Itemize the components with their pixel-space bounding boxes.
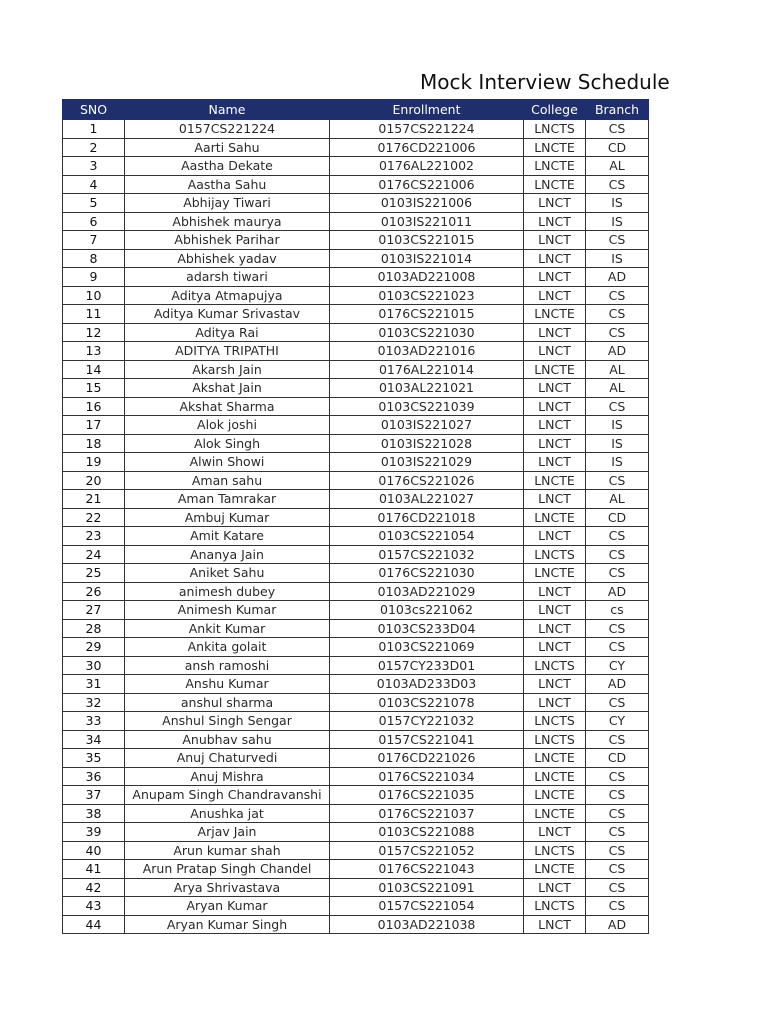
cell-sno: 39 bbox=[63, 823, 125, 842]
cell-name: Akshat Sharma bbox=[125, 397, 330, 416]
table-row bbox=[63, 915, 649, 934]
cell-sno: 22 bbox=[63, 508, 125, 527]
table-row bbox=[63, 323, 649, 342]
cell-name: Ankit Kumar bbox=[125, 619, 330, 638]
cell-college: LNCTE bbox=[524, 786, 586, 805]
table-row bbox=[63, 249, 649, 268]
cell-enrollment: 0103CS233D04 bbox=[330, 619, 524, 638]
cell-enrollment: 0103CS221088 bbox=[330, 823, 524, 842]
cell-enrollment: 0176CS221006 bbox=[330, 175, 524, 194]
cell-branch: AD bbox=[586, 582, 649, 601]
header-row bbox=[63, 100, 649, 120]
cell-enrollment: 0103AL221027 bbox=[330, 490, 524, 509]
cell-sno: 5 bbox=[63, 194, 125, 213]
cell-college: LNCT bbox=[524, 490, 586, 509]
cell-enrollment: 0103AD221016 bbox=[330, 342, 524, 361]
cell-name: Alok joshi bbox=[125, 416, 330, 435]
cell-sno: 15 bbox=[63, 379, 125, 398]
cell-enrollment: 0103CS221023 bbox=[330, 286, 524, 305]
table-row bbox=[63, 878, 649, 897]
cell-name: Anushka jat bbox=[125, 804, 330, 823]
cell-name: Aditya Atmapujya bbox=[125, 286, 330, 305]
table-row bbox=[63, 360, 649, 379]
cell-enrollment: 0157CY221032 bbox=[330, 712, 524, 731]
cell-name: anshul sharma bbox=[125, 693, 330, 712]
table-row bbox=[63, 767, 649, 786]
cell-college: LNCTE bbox=[524, 749, 586, 768]
cell-sno: 29 bbox=[63, 638, 125, 657]
cell-enrollment: 0176CS221030 bbox=[330, 564, 524, 583]
table-body bbox=[63, 120, 649, 934]
cell-college: LNCTE bbox=[524, 175, 586, 194]
cell-enrollment: 0103AD221038 bbox=[330, 915, 524, 934]
cell-branch: AD bbox=[586, 268, 649, 287]
table-row bbox=[63, 582, 649, 601]
cell-branch: CS bbox=[586, 693, 649, 712]
cell-name: Aditya Rai bbox=[125, 323, 330, 342]
table-row bbox=[63, 749, 649, 768]
cell-branch: CD bbox=[586, 508, 649, 527]
cell-branch: CS bbox=[586, 638, 649, 657]
cell-college: LNCTS bbox=[524, 656, 586, 675]
cell-college: LNCT bbox=[524, 342, 586, 361]
table-row bbox=[63, 379, 649, 398]
cell-college: LNCT bbox=[524, 878, 586, 897]
cell-name: Abhishek yadav bbox=[125, 249, 330, 268]
table-row bbox=[63, 138, 649, 157]
cell-branch: CS bbox=[586, 823, 649, 842]
cell-sno: 2 bbox=[63, 138, 125, 157]
table-row bbox=[63, 434, 649, 453]
cell-enrollment: 0176CS221043 bbox=[330, 860, 524, 879]
cell-enrollment: 0176CD221018 bbox=[330, 508, 524, 527]
cell-college: LNCTE bbox=[524, 508, 586, 527]
cell-name: Anshu Kumar bbox=[125, 675, 330, 694]
cell-branch: AD bbox=[586, 915, 649, 934]
cell-sno: 8 bbox=[63, 249, 125, 268]
table-row bbox=[63, 342, 649, 361]
table-row bbox=[63, 527, 649, 546]
header-college: College bbox=[524, 100, 586, 120]
table-row bbox=[63, 619, 649, 638]
table-row bbox=[63, 212, 649, 231]
cell-enrollment: 0103CS221078 bbox=[330, 693, 524, 712]
cell-enrollment: 0103AD221029 bbox=[330, 582, 524, 601]
cell-branch: IS bbox=[586, 434, 649, 453]
cell-enrollment: 0157CS221054 bbox=[330, 897, 524, 916]
cell-enrollment: 0103CS221039 bbox=[330, 397, 524, 416]
cell-sno: 11 bbox=[63, 305, 125, 324]
cell-name: Arya Shrivastava bbox=[125, 878, 330, 897]
cell-college: LNCT bbox=[524, 434, 586, 453]
cell-sno: 19 bbox=[63, 453, 125, 472]
cell-name: Animesh Kumar bbox=[125, 601, 330, 620]
cell-sno: 37 bbox=[63, 786, 125, 805]
cell-name: Ankita golait bbox=[125, 638, 330, 657]
cell-enrollment: 0176CS221034 bbox=[330, 767, 524, 786]
cell-name: Aarti Sahu bbox=[125, 138, 330, 157]
table-row bbox=[63, 157, 649, 176]
cell-college: LNCTE bbox=[524, 157, 586, 176]
cell-branch: AL bbox=[586, 490, 649, 509]
cell-name: Amit Katare bbox=[125, 527, 330, 546]
cell-sno: 3 bbox=[63, 157, 125, 176]
header-name: Name bbox=[125, 100, 330, 120]
cell-branch: CS bbox=[586, 767, 649, 786]
cell-sno: 17 bbox=[63, 416, 125, 435]
cell-sno: 7 bbox=[63, 231, 125, 250]
cell-sno: 4 bbox=[63, 175, 125, 194]
cell-college: LNCTE bbox=[524, 360, 586, 379]
cell-enrollment: 0176AL221002 bbox=[330, 157, 524, 176]
cell-branch: IS bbox=[586, 194, 649, 213]
cell-enrollment: 0157CY233D01 bbox=[330, 656, 524, 675]
table-row bbox=[63, 675, 649, 694]
cell-name: Akarsh Jain bbox=[125, 360, 330, 379]
cell-college: LNCTE bbox=[524, 564, 586, 583]
cell-sno: 27 bbox=[63, 601, 125, 620]
table-row bbox=[63, 638, 649, 657]
table-row bbox=[63, 545, 649, 564]
table-row bbox=[63, 120, 649, 139]
cell-branch: CS bbox=[586, 286, 649, 305]
cell-name: ADITYA TRIPATHI bbox=[125, 342, 330, 361]
cell-college: LNCTE bbox=[524, 305, 586, 324]
cell-enrollment: 0157CS221032 bbox=[330, 545, 524, 564]
table-row bbox=[63, 286, 649, 305]
cell-name: adarsh tiwari bbox=[125, 268, 330, 287]
cell-name: Aman sahu bbox=[125, 471, 330, 490]
cell-enrollment: 0176CD221006 bbox=[330, 138, 524, 157]
cell-sno: 28 bbox=[63, 619, 125, 638]
cell-branch: AL bbox=[586, 379, 649, 398]
cell-name: Ananya Jain bbox=[125, 545, 330, 564]
cell-college: LNCT bbox=[524, 268, 586, 287]
cell-sno: 41 bbox=[63, 860, 125, 879]
cell-college: LNCT bbox=[524, 601, 586, 620]
cell-name: Anupam Singh Chandravanshi bbox=[125, 786, 330, 805]
cell-name: Anuj Chaturvedi bbox=[125, 749, 330, 768]
cell-college: LNCT bbox=[524, 379, 586, 398]
cell-college: LNCT bbox=[524, 693, 586, 712]
cell-sno: 12 bbox=[63, 323, 125, 342]
cell-name: Anshul Singh Sengar bbox=[125, 712, 330, 731]
cell-sno: 30 bbox=[63, 656, 125, 675]
cell-enrollment: 0157CS221041 bbox=[330, 730, 524, 749]
cell-branch: AL bbox=[586, 360, 649, 379]
cell-name: Aastha Sahu bbox=[125, 175, 330, 194]
cell-enrollment: 0176CS221035 bbox=[330, 786, 524, 805]
cell-name: Abhishek Parihar bbox=[125, 231, 330, 250]
cell-college: LNCTE bbox=[524, 138, 586, 157]
cell-branch: AD bbox=[586, 675, 649, 694]
cell-enrollment: 0103CS221091 bbox=[330, 878, 524, 897]
cell-sno: 32 bbox=[63, 693, 125, 712]
cell-enrollment: 0157CS221224 bbox=[330, 120, 524, 139]
table-row bbox=[63, 601, 649, 620]
cell-branch: CS bbox=[586, 545, 649, 564]
table-row bbox=[63, 860, 649, 879]
cell-enrollment: 0103IS221006 bbox=[330, 194, 524, 213]
cell-sno: 13 bbox=[63, 342, 125, 361]
table-row bbox=[63, 712, 649, 731]
cell-sno: 9 bbox=[63, 268, 125, 287]
page-title: Mock Interview Schedule bbox=[420, 70, 670, 94]
cell-enrollment: 0103CS221015 bbox=[330, 231, 524, 250]
cell-branch: CS bbox=[586, 175, 649, 194]
cell-sno: 44 bbox=[63, 915, 125, 934]
table-row bbox=[63, 656, 649, 675]
cell-sno: 42 bbox=[63, 878, 125, 897]
cell-branch: CD bbox=[586, 749, 649, 768]
cell-branch: IS bbox=[586, 249, 649, 268]
cell-college: LNCT bbox=[524, 619, 586, 638]
cell-college: LNCT bbox=[524, 212, 586, 231]
cell-branch: CS bbox=[586, 878, 649, 897]
cell-sno: 36 bbox=[63, 767, 125, 786]
table-row bbox=[63, 564, 649, 583]
cell-branch: CS bbox=[586, 231, 649, 250]
cell-name: Abhijay Tiwari bbox=[125, 194, 330, 213]
cell-branch: CY bbox=[586, 656, 649, 675]
table-row bbox=[63, 804, 649, 823]
cell-name: Abhishek maurya bbox=[125, 212, 330, 231]
cell-enrollment: 0103IS221029 bbox=[330, 453, 524, 472]
cell-name: Aman Tamrakar bbox=[125, 490, 330, 509]
cell-branch: CS bbox=[586, 527, 649, 546]
cell-name: Aditya Kumar Srivastav bbox=[125, 305, 330, 324]
table-row bbox=[63, 305, 649, 324]
cell-college: LNCT bbox=[524, 416, 586, 435]
table-row bbox=[63, 268, 649, 287]
cell-branch: CS bbox=[586, 120, 649, 139]
cell-enrollment: 0176CS221015 bbox=[330, 305, 524, 324]
cell-sno: 20 bbox=[63, 471, 125, 490]
cell-sno: 6 bbox=[63, 212, 125, 231]
cell-enrollment: 0176AL221014 bbox=[330, 360, 524, 379]
cell-enrollment: 0103IS221011 bbox=[330, 212, 524, 231]
cell-name: Anubhav sahu bbox=[125, 730, 330, 749]
table-row bbox=[63, 841, 649, 860]
cell-enrollment: 0103AD221008 bbox=[330, 268, 524, 287]
cell-branch: CS bbox=[586, 860, 649, 879]
cell-name: Akshat Jain bbox=[125, 379, 330, 398]
cell-college: LNCTE bbox=[524, 767, 586, 786]
table-row bbox=[63, 693, 649, 712]
cell-name: Aastha Dekate bbox=[125, 157, 330, 176]
cell-branch: IS bbox=[586, 453, 649, 472]
cell-branch: IS bbox=[586, 212, 649, 231]
cell-branch: CS bbox=[586, 897, 649, 916]
table-row bbox=[63, 231, 649, 250]
table-row bbox=[63, 786, 649, 805]
cell-sno: 14 bbox=[63, 360, 125, 379]
table-row bbox=[63, 730, 649, 749]
cell-name: Aryan Kumar Singh bbox=[125, 915, 330, 934]
cell-sno: 10 bbox=[63, 286, 125, 305]
cell-enrollment: 0103IS221027 bbox=[330, 416, 524, 435]
cell-branch: CS bbox=[586, 471, 649, 490]
cell-branch: AD bbox=[586, 342, 649, 361]
cell-name: Ambuj Kumar bbox=[125, 508, 330, 527]
cell-college: LNCTS bbox=[524, 712, 586, 731]
cell-name: 0157CS221224 bbox=[125, 120, 330, 139]
cell-name: Arun kumar shah bbox=[125, 841, 330, 860]
cell-college: LNCT bbox=[524, 915, 586, 934]
cell-college: LNCTE bbox=[524, 471, 586, 490]
cell-name: Arun Pratap Singh Chandel bbox=[125, 860, 330, 879]
cell-branch: CY bbox=[586, 712, 649, 731]
cell-college: LNCT bbox=[524, 675, 586, 694]
cell-sno: 16 bbox=[63, 397, 125, 416]
header-sno: SNO bbox=[63, 100, 125, 120]
header-branch: Branch bbox=[586, 100, 649, 120]
table-row bbox=[63, 175, 649, 194]
cell-college: LNCTE bbox=[524, 804, 586, 823]
cell-branch: cs bbox=[586, 601, 649, 620]
table-row bbox=[63, 194, 649, 213]
cell-enrollment: 0103CS221054 bbox=[330, 527, 524, 546]
cell-college: LNCT bbox=[524, 194, 586, 213]
cell-branch: CS bbox=[586, 730, 649, 749]
cell-branch: CS bbox=[586, 786, 649, 805]
cell-enrollment: 0176CS221037 bbox=[330, 804, 524, 823]
cell-enrollment: 0103AD233D03 bbox=[330, 675, 524, 694]
cell-enrollment: 0103cs221062 bbox=[330, 601, 524, 620]
cell-college: LNCT bbox=[524, 249, 586, 268]
cell-branch: CS bbox=[586, 564, 649, 583]
cell-name: Aniket Sahu bbox=[125, 564, 330, 583]
cell-sno: 31 bbox=[63, 675, 125, 694]
cell-sno: 21 bbox=[63, 490, 125, 509]
cell-sno: 23 bbox=[63, 527, 125, 546]
table-row bbox=[63, 897, 649, 916]
cell-enrollment: 0176CS221026 bbox=[330, 471, 524, 490]
table-row bbox=[63, 823, 649, 842]
table-header bbox=[63, 100, 649, 120]
cell-sno: 35 bbox=[63, 749, 125, 768]
cell-branch: AL bbox=[586, 157, 649, 176]
cell-branch: IS bbox=[586, 416, 649, 435]
cell-college: LNCTS bbox=[524, 841, 586, 860]
cell-college: LNCT bbox=[524, 527, 586, 546]
cell-branch: CS bbox=[586, 305, 649, 324]
cell-sno: 38 bbox=[63, 804, 125, 823]
cell-branch: CS bbox=[586, 619, 649, 638]
cell-sno: 33 bbox=[63, 712, 125, 731]
cell-branch: CS bbox=[586, 804, 649, 823]
header-enrollment: Enrollment bbox=[330, 100, 524, 120]
table-row bbox=[63, 416, 649, 435]
cell-sno: 25 bbox=[63, 564, 125, 583]
cell-college: LNCTE bbox=[524, 860, 586, 879]
cell-name: Alwin Showi bbox=[125, 453, 330, 472]
cell-branch: CS bbox=[586, 323, 649, 342]
cell-branch: CS bbox=[586, 397, 649, 416]
cell-enrollment: 0103CS221069 bbox=[330, 638, 524, 657]
cell-college: LNCT bbox=[524, 231, 586, 250]
cell-sno: 43 bbox=[63, 897, 125, 916]
table-row bbox=[63, 490, 649, 509]
cell-college: LNCT bbox=[524, 323, 586, 342]
cell-name: Arjav Jain bbox=[125, 823, 330, 842]
cell-college: LNCT bbox=[524, 638, 586, 657]
cell-college: LNCTS bbox=[524, 897, 586, 916]
cell-sno: 24 bbox=[63, 545, 125, 564]
cell-college: LNCT bbox=[524, 286, 586, 305]
cell-branch: CS bbox=[586, 841, 649, 860]
cell-college: LNCT bbox=[524, 453, 586, 472]
cell-enrollment: 0157CS221052 bbox=[330, 841, 524, 860]
cell-name: animesh dubey bbox=[125, 582, 330, 601]
cell-college: LNCTS bbox=[524, 120, 586, 139]
cell-name: ansh ramoshi bbox=[125, 656, 330, 675]
cell-college: LNCTS bbox=[524, 730, 586, 749]
cell-name: Alok Singh bbox=[125, 434, 330, 453]
table-row bbox=[63, 471, 649, 490]
cell-name: Anuj Mishra bbox=[125, 767, 330, 786]
cell-sno: 1 bbox=[63, 120, 125, 139]
cell-name: Aryan Kumar bbox=[125, 897, 330, 916]
cell-branch: CD bbox=[586, 138, 649, 157]
schedule-table bbox=[62, 99, 649, 934]
cell-sno: 26 bbox=[63, 582, 125, 601]
table-row bbox=[63, 508, 649, 527]
cell-enrollment: 0103AL221021 bbox=[330, 379, 524, 398]
cell-enrollment: 0103IS221028 bbox=[330, 434, 524, 453]
cell-sno: 34 bbox=[63, 730, 125, 749]
cell-college: LNCT bbox=[524, 582, 586, 601]
cell-enrollment: 0103IS221014 bbox=[330, 249, 524, 268]
cell-sno: 18 bbox=[63, 434, 125, 453]
table-row bbox=[63, 397, 649, 416]
table-row bbox=[63, 453, 649, 472]
cell-enrollment: 0176CD221026 bbox=[330, 749, 524, 768]
cell-college: LNCT bbox=[524, 823, 586, 842]
cell-college: LNCT bbox=[524, 397, 586, 416]
cell-college: LNCTS bbox=[524, 545, 586, 564]
cell-enrollment: 0103CS221030 bbox=[330, 323, 524, 342]
cell-sno: 40 bbox=[63, 841, 125, 860]
